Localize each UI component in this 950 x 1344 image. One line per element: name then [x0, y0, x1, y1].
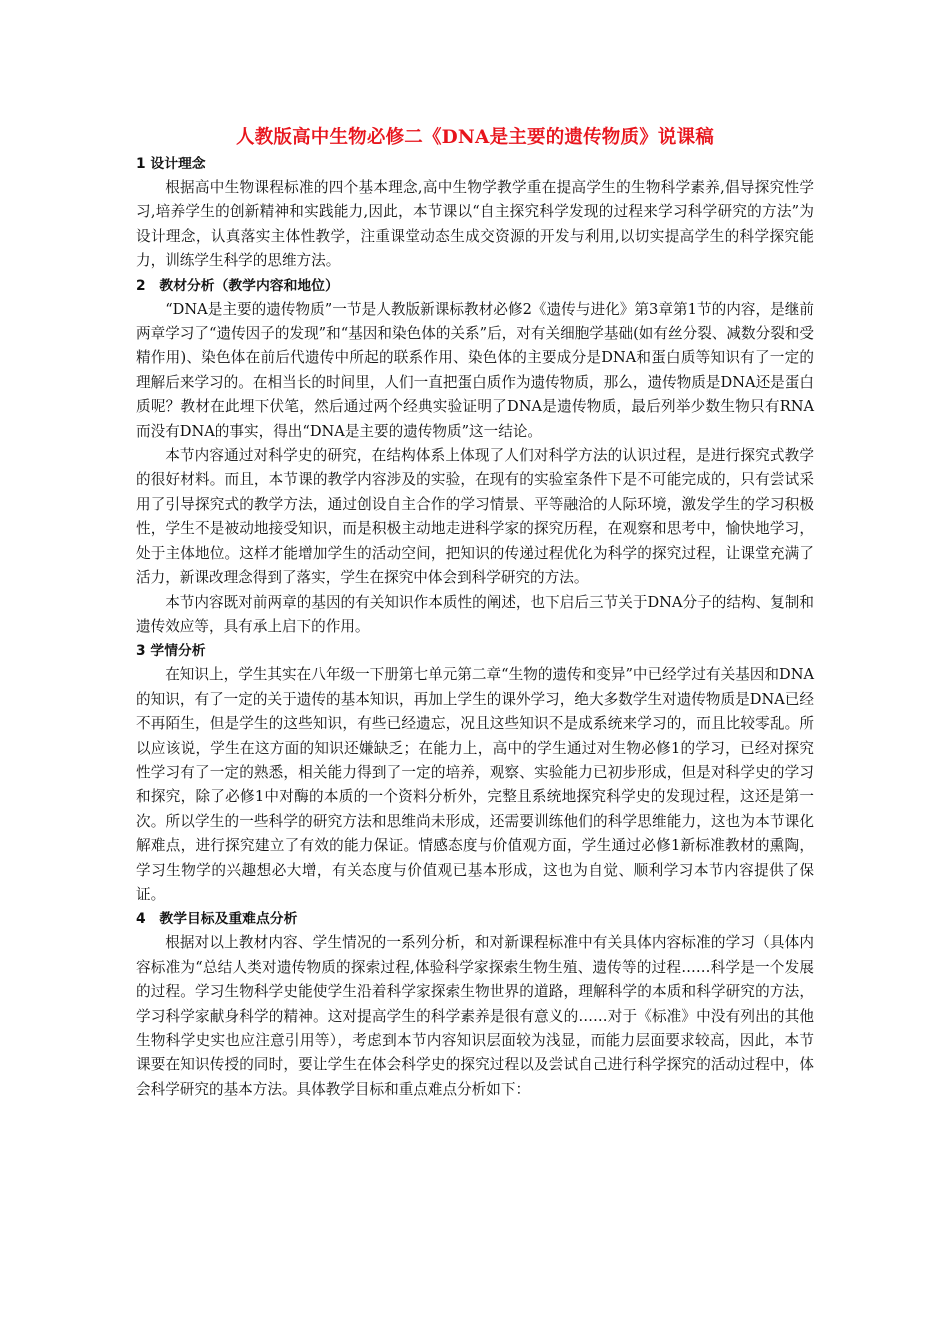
- paragraph: 本节内容通过对科学史的研究，在结构体系上体现了人们对科学方法的认识过程，是进行探究式教学的很好材料。而且，本节课的教学内容涉及的实验，在现有的实验室条件下是不可能完成的，只有尝试采用了引导探究式的教学方法，通过创设自主合作的学习情景、平等融洽的人际环境，激发学生的学习积极性，学生不是被动地接受知识，而是积极主动地走进科学家的探究历程，在观察和思考中，愉快地学习，处于主体地位。这样才能增加学生的活动空间，把知识的传递过程优化为科学的探究过程，让课堂充满了活力，新课改理念得到了落实，学生在探究中体会到科学研究的方法。: [136, 447, 814, 587]
- section-teaching-goals: [136, 907, 814, 1102]
- section-design-concept: [136, 152, 814, 274]
- section-textbook-analysis: [136, 274, 814, 640]
- section-heading: 3 学情分析: [136, 643, 206, 660]
- section-heading: 1 设计理念: [136, 156, 206, 172]
- paragraph: 本节内容既对前两章的基因的有关知识作本质性的阐述，也下启后三节关于DNA分子的结构、复制和遗传效应等，具有承上启下的作用。: [136, 593, 814, 635]
- paragraph: 根据高中生物课程标准的四个基本理念,高中生物学教学重在提高学生的生物科学素养,倡导探究性学习,培养学生的创新精神和实践能力,因此，本节课以“自主探究科学发现的过程来学习科学研究的方法”为设计理念，认真落实主体性教学，注重课堂动态生成交资源的开发与利用,以切实提高学生的科学探究能力，训练学生科学的思维方法。: [136, 179, 814, 270]
- section-heading: 2 教材分析（教学内容和地位）: [136, 277, 339, 294]
- document-title: 人教版高中生物必修二《DNA是主要的遗传物质》说课稿: [235, 127, 714, 148]
- paragraph: 在知识上，学生其实在八年级一下册第七单元第二章“生物的遗传和变异”中已经学过有关基因和DNA的知识，有了一定的关于遗传的基本知识，再加上学生的课外学习，绝大多数学生对遗传物质是DNA已经不再陌生，但是学生的这些知识，有些已经遗忘，况且这些知识不是成系统来学习的，而且比较零乱。所以应该说，学生在这方面的知识还嫌缺乏；在能力上，高中的学生通过对生物必修1的学习，已经对探究性学习有了一定的熟悉，相关能力得到了一定的培养，观察、实验能力已初步形成，但是对科学史的学习和探究，除了必修1中对酶的本质的一个资料分析外，完整且系统地探究科学史的发现过程，这还是第一次。所以学生的一些科学的研究方法和思维尚未形成，还需要训练他们的科学思维能力，这也为本节课化解难点，进行探究建立了有效的能力保证。情感态度与价值观方面，学生通过必修1新标准教材的熏陶，学习生物学的兴趣想必大增，有关态度与价值观已基本形成，这也为自觉、顺利学习本节内容提供了保证。: [136, 666, 814, 903]
- paragraph: “DNA是主要的遗传物质”一节是人教版新课标教材必修2《遗传与进化》第3章第1节的内容，是继前两章学习了“遗传因子的发现”和“基因和染色体的关系”后，对有关细胞学基础(如有丝分裂、减数分裂和受精作用)、染色体在前后代遗传中所起的联系作用、染色体的主要成分是DNA和蛋白质等知识有了一定的理解后来学习的。在相当长的时间里，人们一直把蛋白质作为遗传物质，那么，遗传物质是DNA还是蛋白质呢？教材在此埋下伏笔，然后通过两个经典实验证明了DNA是遗传物质，最后列举少数生物只有RNA而没有DNA的事实，得出“DNA是主要的遗传物质”这一结论。: [136, 300, 814, 440]
- document-page: [136, 124, 814, 1102]
- paragraph: 根据对以上教材内容、学生情况的一系列分析，和对新课程标准中有关具体内容标准的学习（具体内容标准为“总结人类对遗传物质的探索过程,体验科学家探索生物生殖、遗传等的过程……科学是一个发展的过程。学习生物科学史能使学生沿着科学家探索生物世界的道路，理解科学的本质和科学研究的方法，学习科学家献身科学的精神。这对提高学生的科学素养是很有意义的……对于《标准》中没有列出的其他生物科学史实也应注意引用等），考虑到本节内容知识层面较为浅显，而能力层面要求较高，因此，本节课要在知识传授的同时，要让学生在体会科学史的探究过程以及尝试自己进行科学探究的活动过程中，体会科学研究的基本方法。具体教学目标和重点难点分析如下：: [136, 934, 814, 1098]
- section-heading: 4 教学目标及重难点分析: [136, 911, 298, 928]
- section-student-analysis: [136, 639, 814, 907]
